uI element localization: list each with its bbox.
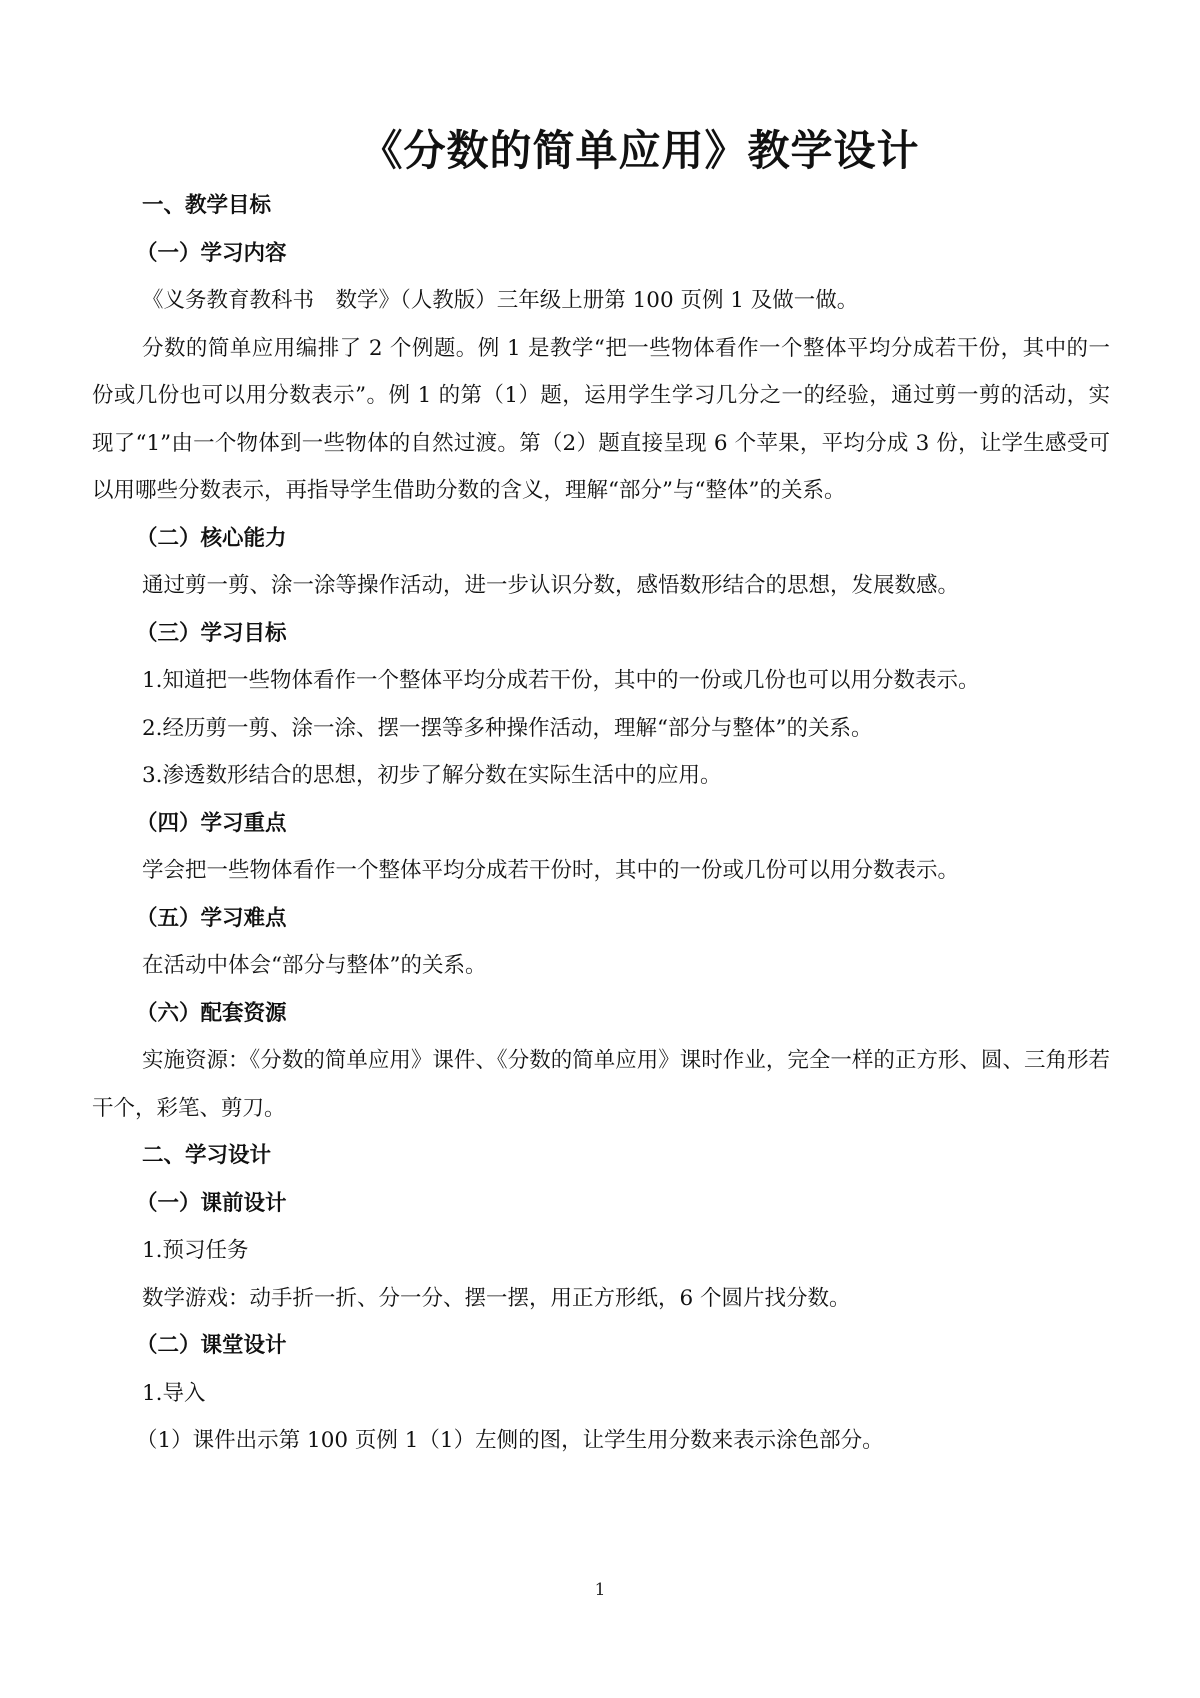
objective-item: 3.渗透数形结合的思想，初步了解分数在实际生活中的应用。 <box>142 763 722 788</box>
paragraph-difficulty: 在活动中体会“部分与整体”的关系。 <box>142 953 487 978</box>
subheading-learning-objectives: （三）学习目标 <box>136 620 287 646</box>
subheading-difficulty: （五）学习难点 <box>136 905 287 931</box>
paragraph-key-point: 学会把一些物体看作一个整体平均分成若干份时，其中的一份或几份可以用分数表示。 <box>142 858 960 883</box>
objective-item: 1.知道把一些物体看作一个整体平均分成若干份，其中的一份或几份也可以用分数表示。 <box>142 668 980 693</box>
paragraph-core-ability: 通过剪一剪、涂一涂等操作活动，进一步认识分数，感悟数形结合的思想，发展数感。 <box>142 573 960 598</box>
paragraph-math-game: 数学游戏：动手折一折、分一分、摆一摆，用正方形纸，6 个圆片找分数。 <box>142 1285 851 1311</box>
paragraph-resources: 实施资源：《分数的简单应用》课件、《分数的简单应用》课时作业，完全一样的正方形、圆、三角形若干个，彩笔、剪刀。 <box>92 1048 1110 1121</box>
list-item-introduction: 1.导入 <box>142 1380 206 1406</box>
paragraph-learning-content-description: 分数的简单应用编排了 2 个例题。例 1 是教学“把一些物体看作一个整体平均分成若干份，其中的一份或几份也可以用分数表示”。例 1 的第（1）题，运用学生学习几分之一的经验，通过剪一剪的活动，实现了“1”由一个物体到一些物体的自然过渡。第（2）题直接呈现 6 个苹果，平均分成 3 份，让学生感受可以用哪些分数表示，再指导学生借助分数的含义，理解“部分”与“整体”的关系。 <box>92 335 1110 503</box>
list-item-preview-task: 1.预习任务 <box>142 1238 249 1263</box>
document-body <box>92 182 1110 1465</box>
subheading-resources: （六）配套资源 <box>136 1000 287 1026</box>
subheading-pre-class-design: （一）课前设计 <box>136 1190 287 1216</box>
paragraph-learning-content-source: 《义务教育教科书 数学》（人教版）三年级上册第 100 页例 1 及做一做。 <box>142 288 859 313</box>
subheading-key-point: （四）学习重点 <box>136 810 287 836</box>
document-title: 《分数的简单应用》教学设计 <box>360 126 920 175</box>
subheading-in-class-design: （二）课堂设计 <box>136 1333 287 1358</box>
objective-item: 2.经历剪一剪、涂一涂、摆一摆等多种操作活动，理解“部分与整体”的关系。 <box>142 715 873 741</box>
page-number: 1 <box>594 1580 606 1600</box>
section-heading-teaching-objectives: 一、教学目标 <box>142 193 272 218</box>
section-heading-learning-design: 二、学习设计 <box>142 1143 272 1168</box>
subheading-core-ability: （二）核心能力 <box>136 525 287 551</box>
list-item-courseware-display: （1）课件出示第 100 页例 1（1）左侧的图，让学生用分数来表示涂色部分。 <box>136 1428 884 1453</box>
subheading-learning-content: （一）学习内容 <box>136 240 287 266</box>
